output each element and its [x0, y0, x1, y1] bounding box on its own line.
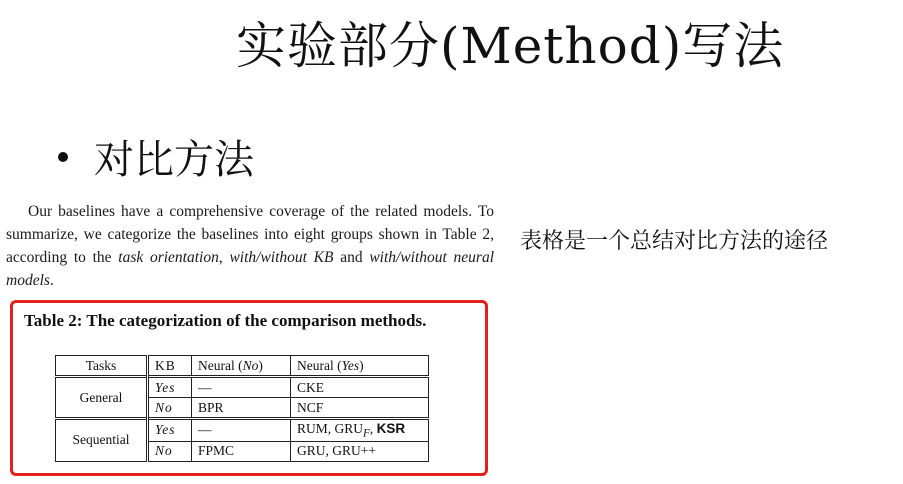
header-tasks: Tasks [56, 356, 148, 377]
bullet-dot-icon [58, 152, 68, 162]
bullet-text: 对比方法 [94, 137, 254, 183]
group-label-sequential: Sequential [56, 419, 148, 462]
highlight-box [10, 300, 488, 476]
kb-cell: No [148, 441, 192, 461]
header-neural-yes: Neural (Yes) [291, 356, 429, 377]
neural-yes-cell: CKE [291, 377, 429, 398]
group-label-general: General [56, 377, 148, 419]
neural-no-cell: — [192, 419, 291, 442]
excerpt-italic: with/without KB [229, 249, 334, 266]
kb-cell: No [148, 398, 192, 419]
neural-yes-cell: RUM, $GRU_F$, KSR [291, 419, 429, 442]
excerpt-italic: with/without neural models [6, 249, 495, 289]
neural-yes-cell: GRU, GRU++ [291, 441, 429, 461]
table-header-row [56, 356, 429, 377]
table-row [56, 419, 429, 442]
neural-no-cell: FPMC [192, 441, 291, 461]
excerpt-text: Our baselines have a comprehensive coverage of the related models. To summarize, we categorize the baselines into eight groups shown in Table 2, according to the [6, 203, 494, 266]
table-caption: Table 2: The categorization of the comparison methods. [24, 311, 427, 330]
kb-cell: Yes [148, 419, 192, 442]
neural-no-cell: — [192, 377, 291, 398]
excerpt-end: . [49, 272, 54, 289]
side-note: 表格是一个总结对比方法的途径 [520, 229, 829, 254]
neural-no-cell: BPR [192, 398, 291, 419]
bullet-item [58, 128, 254, 185]
excerpt-sep: and [333, 249, 370, 266]
table-row [56, 377, 429, 398]
kb-cell: Yes [148, 377, 192, 398]
excerpt-paragraph [6, 200, 494, 292]
header-neural-no: Neural (No) [192, 356, 291, 377]
slide-title: 实验部分(Method)写法 [236, 17, 785, 75]
excerpt-sep: , [218, 249, 230, 266]
excerpt-italic: task orientation [118, 249, 219, 266]
neural-yes-cell: NCF [291, 398, 429, 419]
header-kb: KB [148, 356, 192, 377]
paper-excerpt [6, 200, 494, 292]
categorization-table [55, 355, 429, 462]
